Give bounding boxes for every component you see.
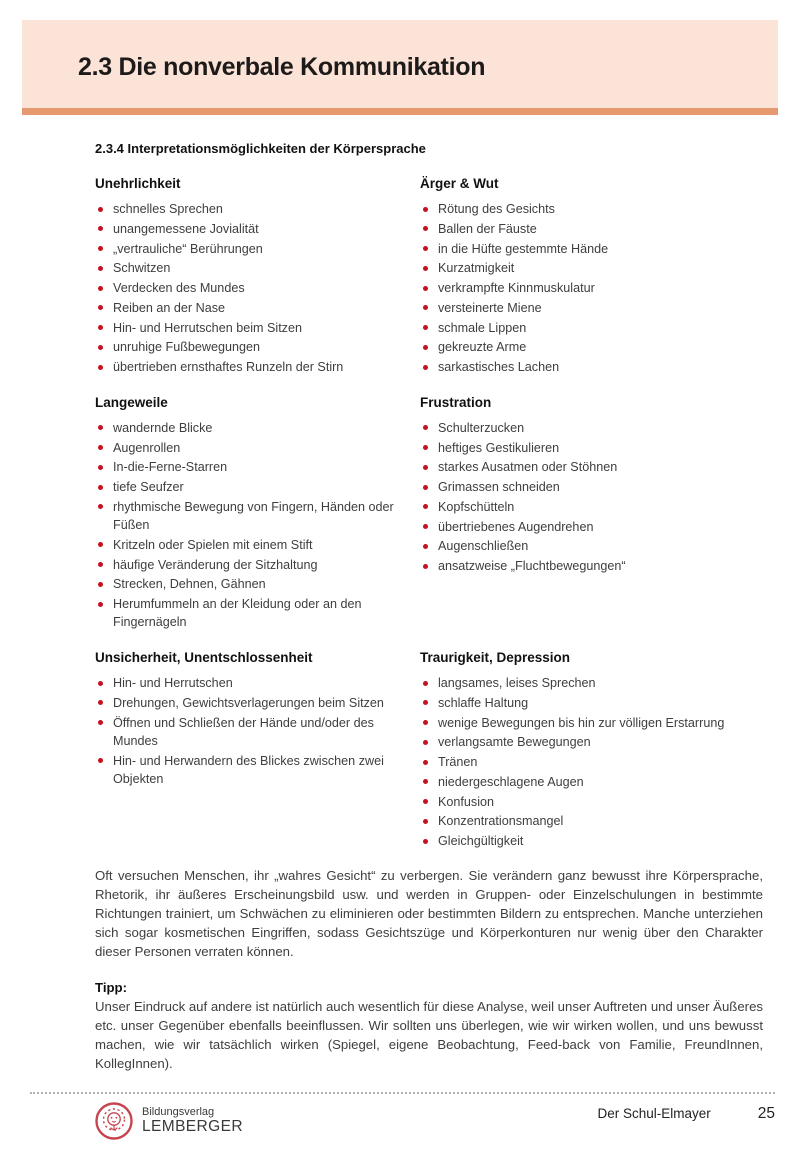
category-unehrlichkeit [95,176,420,378]
list-item: Kurzatmigkeit [420,259,732,277]
lion-emblem-icon [94,1101,134,1141]
list-item: Kritzeln oder Spielen mit einem Stift [95,536,407,554]
list-item: heftiges Gestikulieren [420,439,732,457]
category-traurigkeit [420,650,760,852]
footer-right [597,1105,775,1123]
category-title: Unsicherheit, Unentschlossenheit [95,650,313,665]
page-number: 25 [757,1105,775,1122]
tip-label: Tipp: [95,979,127,995]
list-item: übertrieben ernsthaftes Runzeln der Stirn [95,358,407,376]
list-item: in die Hüfte gestemmte Hände [420,240,732,258]
list-item: schnelles Sprechen [95,200,407,218]
category-langeweile [95,395,420,633]
list-item: ansatzweise „Fluchtbewegungen“ [420,557,732,575]
category-list [95,200,407,376]
category-grid [95,176,763,852]
book-title: Der Schul-Elmayer [597,1106,711,1121]
publisher-name [142,1106,243,1136]
list-item: unruhige Fußbewegungen [95,338,407,356]
category-list [95,674,407,788]
list-item: Verdecken des Mundes [95,279,407,297]
list-item: Drehungen, Gewichtsverlagerungen beim Sitzen [95,694,407,712]
list-item: In-die-Ferne-Starren [95,458,407,476]
category-list [95,419,407,632]
list-item: unangemessene Jovialität [95,220,407,238]
list-item: wandernde Blicke [95,419,407,437]
category-list [420,419,732,576]
publisher-name-line2: LEMBERGER [142,1118,243,1136]
publisher-logo [94,1101,243,1141]
category-unsicherheit [95,650,420,852]
chapter-title: 2.3 Die nonverbale Kommunikation [78,52,486,81]
list-item: schmale Lippen [420,319,732,337]
list-item: Tränen [420,753,732,771]
list-item: häufige Veränderung der Sitzhaltung [95,556,407,574]
category-title: Traurigkeit, Depression [420,650,571,665]
list-item: Schwitzen [95,259,407,277]
list-item: schlaffe Haltung [420,694,732,712]
header-accent-rule [22,108,778,115]
category-title: Langeweile [95,394,168,410]
list-item: gekreuzte Arme [420,338,732,356]
page-content [0,115,800,1073]
list-item: tiefe Seufzer [95,478,407,496]
page-footer [30,1092,775,1141]
list-item: Hin- und Herrutschen [95,674,407,692]
footer-row [30,1094,775,1141]
list-item: wenige Bewegungen bis hin zur völligen Erstarrung [420,714,732,732]
chapter-header-band [22,20,778,108]
list-item: übertriebenes Augendrehen [420,518,732,536]
book-page [0,20,800,1151]
category-frustration [420,395,760,633]
list-item: Grimassen schneiden [420,478,732,496]
list-item: Hin- und Herwandern des Blickes zwischen zwei Objekten [95,752,407,789]
list-item: langsames, leises Sprechen [420,674,732,692]
tip-paragraph: Unser Eindruck auf andere ist natürlich auch wesentlich für diese Analyse, weil unser Auftreten und unser Äußeres etc. unser Gegenüber ebenfalls beeinflussen. Wir sollten uns überlegen, wie wir wirken wollen, und uns bewusst machen, wie wir tatsächlich wirken (Spiegel, eigene Beobachtung, Feed-back von Familie, FreundInnen, KollegInnen). [95,998,763,1071]
category-list [420,674,732,850]
list-item: Gleichgültigkeit [420,832,732,850]
list-item: Rötung des Gesichts [420,200,732,218]
category-title: Unehrlichkeit [95,176,181,191]
list-item: niedergeschlagene Augen [420,773,732,791]
publisher-name-line1: Bildungsverlag [142,1105,215,1118]
list-item: verlangsamte Bewegungen [420,733,732,751]
list-item: versteinerte Miene [420,299,732,317]
category-title: Frustration [420,394,492,410]
list-item: Augenschließen [420,537,732,555]
category-aerger-wut [420,176,760,378]
list-item: Schulterzucken [420,419,732,437]
list-item: starkes Ausatmen oder Stöhnen [420,458,732,476]
list-item: Reiben an der Nase [95,299,407,317]
list-item: Strecken, Dehnen, Gähnen [95,575,407,593]
category-list [420,200,732,376]
list-item: Konfusion [420,793,732,811]
list-item: rhythmische Bewegung von Fingern, Händen oder Füßen [95,498,407,535]
list-item: Hin- und Herrutschen beim Sitzen [95,319,407,337]
list-item: Augenrollen [95,439,407,457]
list-item: Konzentrationsmangel [420,812,732,830]
body-paragraph: Oft versuchen Menschen, ihr „wahres Gesicht“ zu verbergen. Sie verändern ganz bewusst ihre Körpersprache, Rhetorik, ihr äußeres Erscheinungsbild usw. und werden in Gruppen- oder Einzelschulungen in bestimmte Richtungen trainiert, um Schwächen zu eliminieren oder bestimmten Bildern zu entsprechen. Manche unterziehen sich sogar kosmetischen Eingriffen, sodass Gesichtszüge und Körperkonturen nur wenig über den Charakter dieser Personen verraten können. [95,867,763,959]
list-item: Kopfschütteln [420,498,732,516]
list-item: Öffnen und Schließen der Hände und/oder des Mundes [95,714,407,751]
category-title: Ärger & Wut [420,176,499,191]
list-item: verkrampfte Kinnmuskulatur [420,279,732,297]
list-item: Herumfummeln an der Kleidung oder an den Fingernägeln [95,595,407,632]
list-item: „vertrauliche“ Berührungen [95,240,407,258]
section-heading: 2.3.4 Interpretationsmöglichkeiten der Körpersprache [95,141,426,156]
list-item: Ballen der Fäuste [420,220,732,238]
list-item: sarkastisches Lachen [420,358,732,376]
